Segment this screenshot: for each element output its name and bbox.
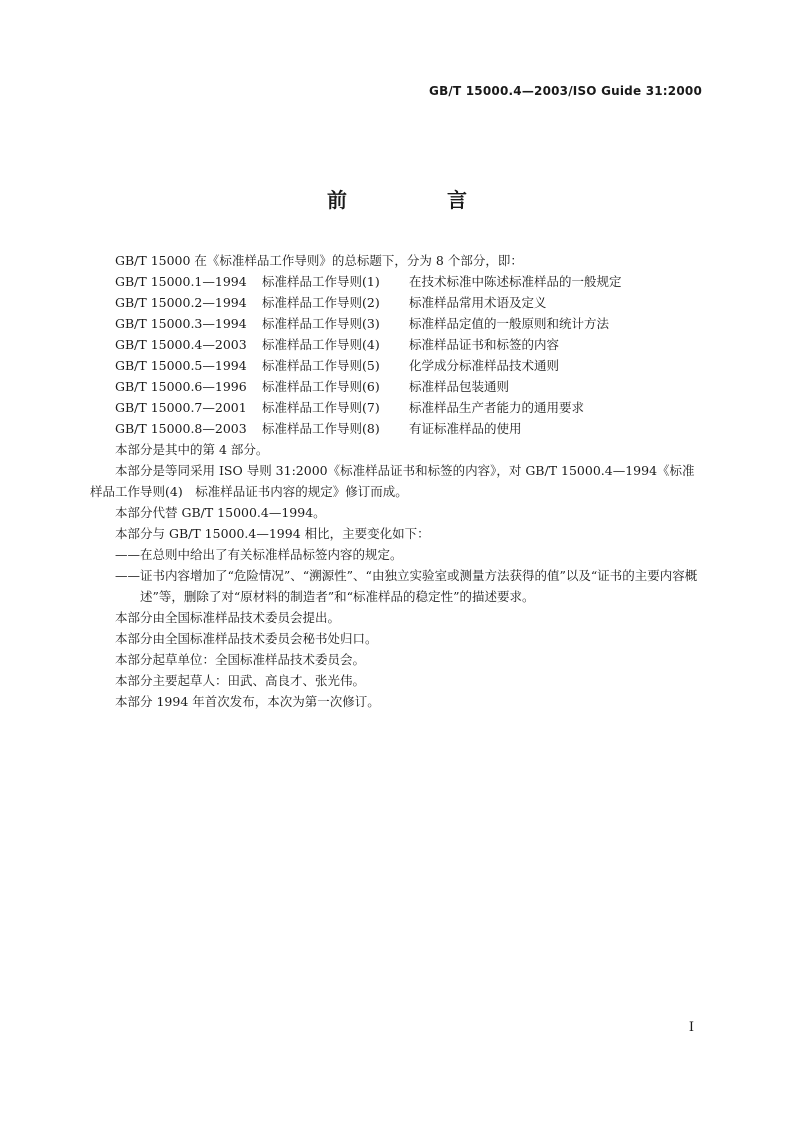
part-standard-number: GB/T 15000.3—1994	[115, 316, 247, 331]
replacement-paragraph: 本部分代替 GB/T 15000.4—1994。	[115, 505, 326, 520]
changes-intro-paragraph: 本部分与 GB/T 15000.4—1994 相比，主要变化如下：	[115, 526, 430, 541]
part-description: 在技术标准中陈述标准样品的一般规定	[409, 274, 622, 289]
part-description: 有证标准样品的使用	[409, 421, 522, 436]
part-standard-number: GB/T 15000.5—1994	[115, 358, 247, 373]
adoption-paragraph: 本部分是等同采用 ISO 导则 31:2000《标准样品证书和标签的内容》，对 GB/T 15000.4—1994《标准样品工作导则(4) 标准样品证书内容的规定》修订而成。	[90, 463, 695, 499]
change-item: ——在总则中给出了有关标准样品标签内容的规定。	[115, 547, 403, 562]
part4-paragraph: 本部分是其中的第 4 部分。	[115, 442, 269, 457]
part-guide-title: 标准样品工作导则(8)	[262, 421, 380, 436]
part-description: 标准样品定值的一般原则和统计方法	[409, 316, 610, 331]
intro-paragraph: GB/T 15000 在《标准样品工作导则》的总标题下，分为 8 个部分，即：	[115, 253, 523, 268]
parts-list	[90, 271, 704, 439]
part-standard-number: GB/T 15000.1—1994	[115, 274, 247, 289]
list-item	[90, 292, 704, 313]
part-guide-title: 标准样品工作导则(3)	[262, 316, 380, 331]
list-item	[90, 271, 704, 292]
part-description: 化学成分标准样品技术通则	[409, 358, 560, 373]
change-item: ——证书内容增加了“危险情况”、“溯源性”、“由独立实验室或测量方法获得的值”以及“证书的主要内容概述”等，删除了对“原材料的制造者”和“标准样品的稳定性”的描述要求。	[115, 568, 698, 604]
page-title: 前 言	[327, 188, 507, 212]
drafting-unit-paragraph: 本部分起草单位：全国标准样品技术委员会。	[115, 652, 366, 667]
drafters-paragraph: 本部分主要起草人：田武、高良才、张光伟。	[115, 673, 366, 688]
list-item	[90, 397, 704, 418]
part-guide-title: 标准样品工作导则(2)	[262, 295, 380, 310]
list-item	[90, 418, 704, 439]
part-standard-number: GB/T 15000.6—1996	[115, 379, 247, 394]
part-standard-number: GB/T 15000.7—2001	[115, 400, 247, 415]
part-description: 标准样品常用术语及定义	[409, 295, 547, 310]
part-description: 标准样品包装通则	[409, 379, 510, 394]
part-guide-title: 标准样品工作导则(6)	[262, 379, 380, 394]
foreword-body	[90, 250, 704, 712]
part-standard-number: GB/T 15000.2—1994	[115, 295, 247, 310]
part-description: 标准样品生产者能力的通用要求	[409, 400, 585, 415]
part-standard-number: GB/T 15000.8—2003	[115, 421, 247, 436]
part-description: 标准样品证书和标签的内容	[409, 337, 560, 352]
list-item	[90, 355, 704, 376]
list-item	[90, 313, 704, 334]
list-item	[90, 376, 704, 397]
part-guide-title: 标准样品工作导则(5)	[262, 358, 380, 373]
part-standard-number: GB/T 15000.4—2003	[115, 337, 247, 352]
part-guide-title: 标准样品工作导则(7)	[262, 400, 380, 415]
list-item	[90, 334, 704, 355]
history-paragraph: 本部分 1994 年首次发布，本次为第一次修订。	[115, 694, 380, 709]
proposed-by-paragraph: 本部分由全国标准样品技术委员会提出。	[115, 610, 341, 625]
centralized-paragraph: 本部分由全国标准样品技术委员会秘书处归口。	[115, 631, 378, 646]
standard-code-header: GB/T 15000.4—2003/ISO Guide 31:2000	[429, 84, 702, 98]
part-guide-title: 标准样品工作导则(1)	[262, 274, 380, 289]
page-number: I	[688, 1020, 694, 1035]
part-guide-title: 标准样品工作导则(4)	[262, 337, 380, 352]
